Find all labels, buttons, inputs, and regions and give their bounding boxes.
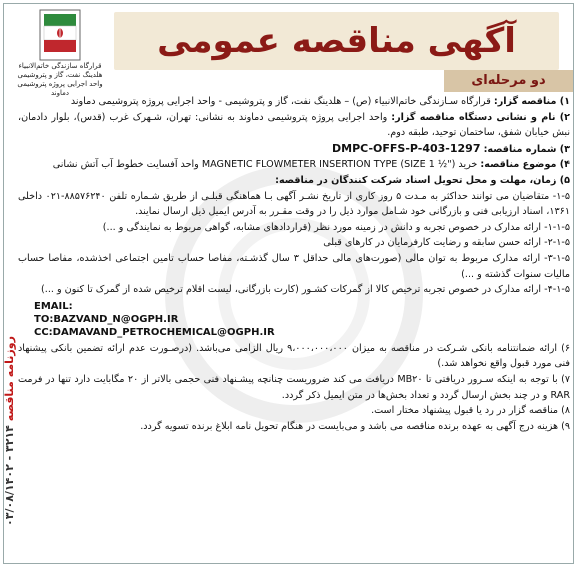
notice-title: آگهی مناقصه عمومی: [157, 21, 516, 61]
side-strip-newspaper: روزنامه مناقصه: [3, 336, 16, 422]
item-5-1-4: ۴-۱-۵- ارائه مدارک در خصوص تجربه ترخیص کالا از گمرکات کشـور (کارت بازرگانی، لیست اقلام ترخیص شده از گمرک تا کنون و ...): [41, 284, 570, 296]
item-5-1-1: ۱-۱-۵- ارائه مدارک در خصوص تجربه و دانش در زمینه مورد نظر (قراردادهای مشابه، گواهی مربوط به نمایندگی و ...): [102, 221, 570, 233]
item-9: ۹) هزینه درج آگهی به عهده برنده مناقصه می باشد و می‌بایست در هنگام تحویل نامه ابلاغ برنده تسویه گردد.: [140, 420, 570, 432]
logo-caption: [10, 62, 110, 98]
item-4-text: خرید ("½ 1 SIZE) MAGNETIC FLOWMETER INSERTION TYPE واحد آفسایت خطوط آب آتش نشانی: [52, 159, 478, 171]
item-4-label: ۴) موضوع مناقصه:: [480, 159, 570, 171]
item-2-label: ۲) نام و نشانی دستگاه مناقصه گزار:: [391, 111, 570, 123]
item-3-label: ۳) شماره مناقصه:: [483, 143, 570, 155]
item-5-1-2: ۲-۱-۵- ارائه حسن سابقه و رضایت کارفرمایان در کارهای قبلی: [323, 237, 570, 249]
side-strip-text: [3, 301, 17, 561]
email-block: [34, 300, 570, 339]
email-label: EMAIL:: [34, 300, 73, 312]
title-band: [114, 12, 559, 70]
item-7: ۷) با توجه به اینکه سـرور دریافتی تا MB۲۰ دریافت می کند ضروریست چنانچه پیشـنهاد فنی حجمی بالاتر از ۲۰ مگابایت دارد تنها در فرمت RAR و در چند بخش ارسال گردد و تعداد بخش‌ها در متن ایمیل ذکر گردد.: [18, 373, 570, 401]
notice-body: [18, 94, 570, 434]
item-4: [18, 157, 570, 173]
side-strip: [0, 304, 16, 554]
item-5-1: ۱-۵- متقاضیان می توانند حداکثر به مـدت ۵ روز کاری از تاریخ نشـر آگهی بـا هماهنگی قبلـی از طریق شـماره تلفن ۸۸۵۷۶۲۴۰-۰۲۱ داخلی ۱۳۶۱، اسناد ارزیابی فنی و بازرگانی خود شـامل موارد ذیل را در وقت مقـرر به آدرس ایمیل ذیل ارسال نمایند.: [18, 190, 571, 218]
item-1-label: ۱) مناقصه گزار:: [493, 96, 570, 107]
logo-caption-line3: واحد اجرایی پروژه پتروشیمی دماوند: [17, 80, 103, 97]
item-6: ۶) ارائه ضمانتنامه بانکی شـرکت در مناقصه به میزان ۹،۰۰۰،۰۰۰،۰۰۰ ریال الزامی می‌باشد. (درصـورت عدم ارائه تضمین بانکی پیشنهاد فنی مورد قبول واقع نخواهد شد.): [18, 342, 570, 370]
subtitle-band: [444, 70, 573, 92]
notice-subtitle: دو مرحله‌ای: [471, 73, 546, 88]
emblem-icon: [10, 8, 110, 64]
item-2: [18, 110, 570, 141]
item-8: ۸) مناقصه گزار در رد یا قبول پیشنهاد مختار است.: [371, 405, 570, 417]
item-5-1-3: ۳-۱-۵- ارائه مدارک مربوط به توان مالی (صورت‌های مالی حداقل ۳ سال گذشـته، مفاصا حساب تامین اجتماعی اخذشده، مفاصا حساب مالیات سنوات گذشته و ...): [18, 252, 571, 280]
tender-notice: [3, 3, 574, 564]
item-5-label: ۵) زمان، مهلت و محل تحویل اسناد شرکت کنندگان در مناقصه:: [275, 174, 570, 186]
side-strip-prefix: ۰۳/۰۸/۱۴۰۲ - ۳۲۱۴: [3, 425, 16, 526]
item-2-text: واحد اجرایی پروژه پتروشیمی دماوند به نشانی: تهران، شـهرک غرب (قدس)، بلوار دادمان، نبش خیابان شفق، ساختمان توحید، طبقه دوم.: [18, 111, 570, 139]
email-to-link[interactable]: TO:BAZVAND_N@OGPH.IR: [34, 313, 179, 325]
logo-caption-line2: هلدینگ نفت، گاز و پتروشیمی: [17, 71, 103, 79]
tender-number: DMPC-OFFS-P-403-1297: [332, 141, 481, 155]
logo-caption-line1: قرارگاه سازندگی خاتم‌الانبیاء: [18, 62, 102, 70]
notice-header: [4, 4, 573, 97]
email-cc-link[interactable]: CC:DAMAVAND_PETROCHEMICAL@OGPH.IR: [34, 326, 275, 338]
item-3: [18, 141, 570, 158]
item-1-text: قرارگاه سـازندگی خاتم‌الانبیاء (ص) – هلدینگ نفت، گاز و پتروشیمی - واحد اجرایی پروژه پتروشیمی دماوند: [70, 96, 491, 107]
item-1: [18, 94, 570, 110]
